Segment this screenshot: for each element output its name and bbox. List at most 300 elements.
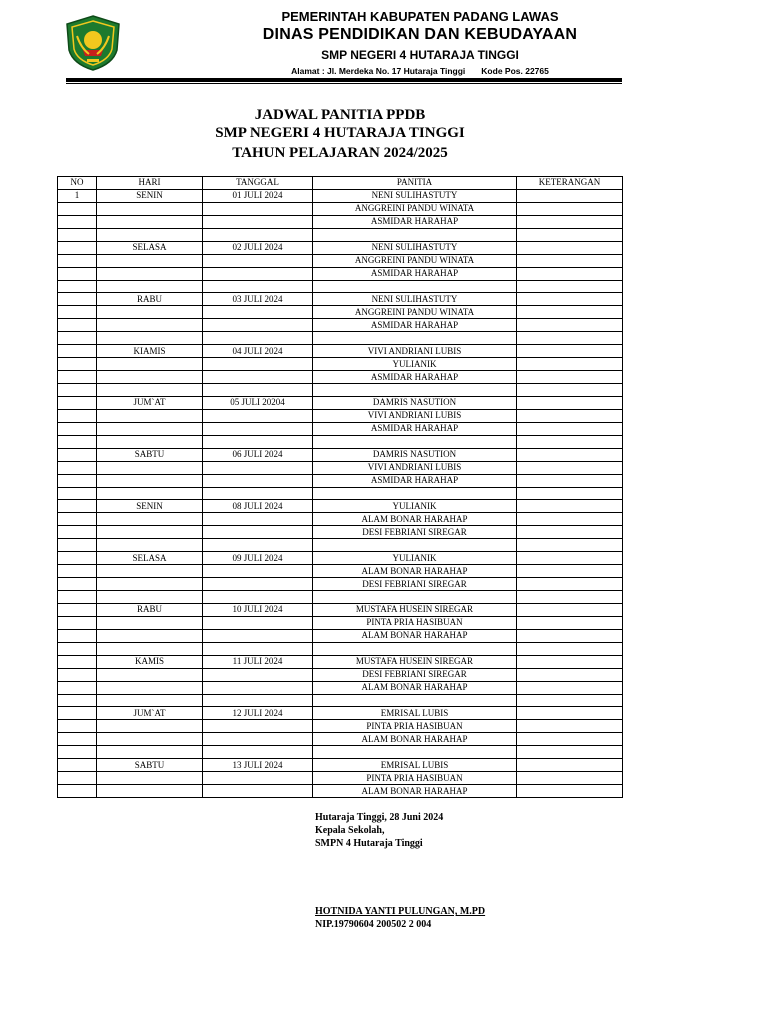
cell-notes — [517, 422, 623, 435]
cell-committee-member: ANGGREINI PANDU WINATA — [313, 202, 517, 215]
table-row — [58, 345, 623, 358]
cell-date — [203, 202, 313, 215]
table-row — [58, 707, 623, 720]
cell-committee-member: DESI FEBRIANI SIREGAR — [313, 526, 517, 539]
cell-committee-member — [313, 746, 517, 759]
cell-notes — [517, 759, 623, 772]
cell-date — [203, 332, 313, 345]
cell-day — [97, 616, 203, 629]
cell-committee-member: EMRISAL LUBIS — [313, 759, 517, 772]
cell-date — [203, 681, 313, 694]
cell-day — [97, 215, 203, 228]
table-row — [58, 409, 623, 422]
cell-day — [97, 422, 203, 435]
signatory-name: HOTNIDA YANTI PULUNGAN, M.PD — [315, 906, 486, 917]
table-row — [58, 319, 623, 332]
cell-day — [97, 772, 203, 785]
cell-committee-member: ASMIDAR HARAHAP — [313, 267, 517, 280]
table-row — [58, 189, 623, 202]
table-row — [58, 578, 623, 591]
cell-committee-member: ANGGREINI PANDU WINATA — [313, 306, 517, 319]
cell-date — [203, 591, 313, 604]
cell-date — [203, 280, 313, 293]
table-row — [58, 202, 623, 215]
cell-notes — [517, 293, 623, 306]
cell-notes — [517, 487, 623, 500]
cell-notes — [517, 396, 623, 409]
cell-date — [203, 228, 313, 241]
cell-committee-member: PINTA PRIA HASIBUAN — [313, 616, 517, 629]
cell-day — [97, 384, 203, 397]
cell-day — [97, 785, 203, 798]
cell-notes — [517, 474, 623, 487]
cell-no — [58, 306, 97, 319]
cell-day: SENIN — [97, 189, 203, 202]
cell-date: 09 JULI 2024 — [203, 552, 313, 565]
cell-committee-member: ALAM BONAR HARAHAP — [313, 629, 517, 642]
cell-date — [203, 668, 313, 681]
table-spacer-row — [58, 384, 623, 397]
table-spacer-row — [58, 332, 623, 345]
cell-day — [97, 526, 203, 539]
cell-day — [97, 319, 203, 332]
cell-notes — [517, 228, 623, 241]
cell-day: RABU — [97, 293, 203, 306]
cell-no — [58, 603, 97, 616]
cell-committee-member: ASMIDAR HARAHAP — [313, 215, 517, 228]
cell-committee-member: MUSTAFA HUSEIN SIREGAR — [313, 603, 517, 616]
cell-notes — [517, 371, 623, 384]
cell-date — [203, 539, 313, 552]
cell-date — [203, 513, 313, 526]
cell-committee-member — [313, 280, 517, 293]
table-row — [58, 474, 623, 487]
cell-date: 01 JULI 2024 — [203, 189, 313, 202]
cell-committee-member: PINTA PRIA HASIBUAN — [313, 720, 517, 733]
cell-no — [58, 202, 97, 215]
table-spacer-row — [58, 694, 623, 707]
cell-no — [58, 422, 97, 435]
cell-notes — [517, 409, 623, 422]
cell-no — [58, 358, 97, 371]
cell-day — [97, 280, 203, 293]
cell-no — [58, 461, 97, 474]
cell-day — [97, 694, 203, 707]
cell-committee-member: PINTA PRIA HASIBUAN — [313, 772, 517, 785]
cell-committee-member: YULIANIK — [313, 358, 517, 371]
cell-notes — [517, 746, 623, 759]
cell-date — [203, 578, 313, 591]
cell-no — [58, 474, 97, 487]
table-spacer-row — [58, 228, 623, 241]
cell-committee-member: ALAM BONAR HARAHAP — [313, 785, 517, 798]
cell-notes — [517, 280, 623, 293]
cell-notes — [517, 461, 623, 474]
cell-committee-member: ALAM BONAR HARAHAP — [313, 733, 517, 746]
cell-no — [58, 578, 97, 591]
cell-no — [58, 526, 97, 539]
cell-date — [203, 435, 313, 448]
cell-date — [203, 733, 313, 746]
table-spacer-row — [58, 746, 623, 759]
cell-date — [203, 474, 313, 487]
cell-committee-member: ALAM BONAR HARAHAP — [313, 565, 517, 578]
cell-date — [203, 215, 313, 228]
cell-no — [58, 668, 97, 681]
table-row — [58, 358, 623, 371]
cell-committee-member: DESI FEBRIANI SIREGAR — [313, 578, 517, 591]
cell-notes — [517, 526, 623, 539]
cell-no — [58, 707, 97, 720]
cell-no — [58, 552, 97, 565]
cell-no — [58, 746, 97, 759]
cell-date: 11 JULI 2024 — [203, 655, 313, 668]
postcode-text: Kode Pos. 22765 — [481, 66, 549, 76]
cell-notes — [517, 267, 623, 280]
cell-committee-member: ALAM BONAR HARAHAP — [313, 513, 517, 526]
letterhead-divider-thin — [66, 83, 622, 84]
cell-date: 08 JULI 2024 — [203, 500, 313, 513]
cell-no — [58, 228, 97, 241]
cell-no — [58, 345, 97, 358]
table-row — [58, 526, 623, 539]
cell-committee-member: NENI SULIHASTUTY — [313, 241, 517, 254]
cell-date: 10 JULI 2024 — [203, 603, 313, 616]
table-row — [58, 668, 623, 681]
school-address — [150, 66, 690, 76]
cell-no — [58, 384, 97, 397]
cell-day: SELASA — [97, 552, 203, 565]
cell-day — [97, 202, 203, 215]
cell-notes — [517, 616, 623, 629]
cell-no — [58, 720, 97, 733]
cell-date — [203, 772, 313, 785]
cell-notes — [517, 539, 623, 552]
cell-day — [97, 487, 203, 500]
cell-committee-member: ASMIDAR HARAHAP — [313, 319, 517, 332]
cell-committee-member — [313, 228, 517, 241]
table-row — [58, 733, 623, 746]
table-spacer-row — [58, 487, 623, 500]
cell-date: 12 JULI 2024 — [203, 707, 313, 720]
header-committee: PANITIA — [313, 177, 517, 190]
address-text: Alamat : Jl. Merdeka No. 17 Hutaraja Tinggi — [291, 66, 466, 76]
cell-notes — [517, 189, 623, 202]
cell-committee-member: DESI FEBRIANI SIREGAR — [313, 668, 517, 681]
cell-no — [58, 500, 97, 513]
cell-committee-member: ALAM BONAR HARAHAP — [313, 681, 517, 694]
cell-date: 06 JULI 2024 — [203, 448, 313, 461]
table-row — [58, 603, 623, 616]
table-spacer-row — [58, 280, 623, 293]
cell-notes — [517, 435, 623, 448]
cell-no — [58, 319, 97, 332]
cell-notes — [517, 694, 623, 707]
signature-place-date: Hutaraja Tinggi, 28 Juni 2024 — [315, 812, 444, 823]
cell-no — [58, 681, 97, 694]
cell-no — [58, 267, 97, 280]
cell-committee-member — [313, 435, 517, 448]
cell-date — [203, 306, 313, 319]
cell-notes — [517, 668, 623, 681]
table-row — [58, 616, 623, 629]
cell-notes — [517, 500, 623, 513]
cell-day — [97, 358, 203, 371]
cell-no — [58, 694, 97, 707]
cell-notes — [517, 578, 623, 591]
cell-committee-member: ASMIDAR HARAHAP — [313, 371, 517, 384]
cell-day — [97, 228, 203, 241]
cell-notes — [517, 591, 623, 604]
cell-day — [97, 332, 203, 345]
cell-day: KAMIS — [97, 655, 203, 668]
table-row — [58, 306, 623, 319]
cell-date — [203, 616, 313, 629]
cell-day — [97, 591, 203, 604]
cell-committee-member: YULIANIK — [313, 552, 517, 565]
cell-notes — [517, 254, 623, 267]
department-name: DINAS PENDIDIKAN DAN KEBUDAYAAN — [262, 26, 578, 43]
table-row — [58, 267, 623, 280]
cell-no — [58, 642, 97, 655]
cell-day — [97, 668, 203, 681]
cell-day — [97, 254, 203, 267]
cell-committee-member: VIVI ANDRIANI LUBIS — [313, 409, 517, 422]
cell-committee-member: ASMIDAR HARAHAP — [313, 422, 517, 435]
cell-day — [97, 733, 203, 746]
cell-committee-member: YULIANIK — [313, 500, 517, 513]
cell-day — [97, 513, 203, 526]
cell-day — [97, 642, 203, 655]
table-row — [58, 681, 623, 694]
table-spacer-row — [58, 539, 623, 552]
document-title: JADWAL PANITIA PPDB — [254, 107, 426, 123]
cell-day — [97, 746, 203, 759]
cell-day — [97, 371, 203, 384]
cell-notes — [517, 345, 623, 358]
table-spacer-row — [58, 642, 623, 655]
cell-date — [203, 319, 313, 332]
cell-no — [58, 513, 97, 526]
cell-committee-member: DAMRIS NASUTION — [313, 396, 517, 409]
cell-no — [58, 539, 97, 552]
cell-day: SENIN — [97, 500, 203, 513]
cell-day — [97, 267, 203, 280]
cell-no — [58, 565, 97, 578]
cell-date: 02 JULI 2024 — [203, 241, 313, 254]
signature-institution: SMPN 4 Hutaraja Tinggi — [315, 838, 423, 849]
cell-committee-member: NENI SULIHASTUTY — [313, 189, 517, 202]
cell-day — [97, 578, 203, 591]
table-row — [58, 772, 623, 785]
cell-no — [58, 655, 97, 668]
cell-no — [58, 332, 97, 345]
school-name: SMP NEGERI 4 HUTARAJA TINGGI — [321, 48, 519, 62]
cell-notes — [517, 681, 623, 694]
table-row — [58, 500, 623, 513]
cell-notes — [517, 319, 623, 332]
header-notes: KETERANGAN — [517, 177, 623, 190]
cell-day — [97, 720, 203, 733]
table-spacer-row — [58, 435, 623, 448]
signature-position: Kepala Sekolah, — [315, 825, 385, 836]
cell-no — [58, 772, 97, 785]
cell-no — [58, 409, 97, 422]
cell-committee-member: VIVI ANDRIANI LUBIS — [313, 461, 517, 474]
table-row — [58, 371, 623, 384]
cell-committee-member: EMRISAL LUBIS — [313, 707, 517, 720]
table-row — [58, 565, 623, 578]
letterhead-divider-thick — [66, 78, 622, 82]
cell-notes — [517, 785, 623, 798]
cell-committee-member: ASMIDAR HARAHAP — [313, 474, 517, 487]
table-row — [58, 552, 623, 565]
cell-date — [203, 526, 313, 539]
cell-notes — [517, 215, 623, 228]
cell-notes — [517, 629, 623, 642]
cell-day: JUM`AT — [97, 396, 203, 409]
committee-schedule-table — [57, 176, 623, 798]
cell-notes — [517, 642, 623, 655]
table-row — [58, 513, 623, 526]
table-row — [58, 461, 623, 474]
table-row — [58, 759, 623, 772]
cell-date — [203, 461, 313, 474]
header-day: HARI — [97, 177, 203, 190]
cell-day: SELASA — [97, 241, 203, 254]
cell-notes — [517, 565, 623, 578]
cell-date — [203, 785, 313, 798]
cell-committee-member: NENI SULIHASTUTY — [313, 293, 517, 306]
cell-no — [58, 448, 97, 461]
cell-date — [203, 254, 313, 267]
cell-date: 04 JULI 2024 — [203, 345, 313, 358]
cell-no — [58, 371, 97, 384]
cell-date — [203, 629, 313, 642]
cell-date — [203, 720, 313, 733]
cell-committee-member — [313, 694, 517, 707]
document-subtitle-year: TAHUN PELAJARAN 2024/2025 — [232, 145, 448, 161]
cell-no — [58, 759, 97, 772]
cell-notes — [517, 707, 623, 720]
cell-committee-member: VIVI ANDRIANI LUBIS — [313, 345, 517, 358]
cell-day: SABTU — [97, 759, 203, 772]
cell-notes — [517, 655, 623, 668]
cell-day: SABTU — [97, 448, 203, 461]
signatory-nip: NIP.19790604 200502 2 004 — [315, 919, 432, 930]
cell-notes — [517, 384, 623, 397]
regency-emblem-logo — [63, 14, 123, 72]
cell-committee-member: ANGGREINI PANDU WINATA — [313, 254, 517, 267]
cell-notes — [517, 733, 623, 746]
cell-notes — [517, 358, 623, 371]
cell-date — [203, 642, 313, 655]
table-row — [58, 655, 623, 668]
table-row — [58, 448, 623, 461]
cell-notes — [517, 513, 623, 526]
cell-day — [97, 681, 203, 694]
cell-committee-member — [313, 332, 517, 345]
cell-committee-member — [313, 384, 517, 397]
cell-date — [203, 422, 313, 435]
header-date: TANGGAL — [203, 177, 313, 190]
cell-date — [203, 384, 313, 397]
table-row — [58, 254, 623, 267]
cell-no: 1 — [58, 189, 97, 202]
cell-no — [58, 254, 97, 267]
cell-no — [58, 733, 97, 746]
cell-no — [58, 487, 97, 500]
table-spacer-row — [58, 591, 623, 604]
cell-day — [97, 629, 203, 642]
cell-no — [58, 396, 97, 409]
cell-date — [203, 565, 313, 578]
cell-day — [97, 565, 203, 578]
cell-no — [58, 629, 97, 642]
cell-date: 03 JULI 2024 — [203, 293, 313, 306]
cell-notes — [517, 603, 623, 616]
cell-day — [97, 474, 203, 487]
table-row — [58, 241, 623, 254]
cell-date — [203, 409, 313, 422]
cell-day — [97, 461, 203, 474]
cell-day — [97, 409, 203, 422]
cell-date — [203, 694, 313, 707]
table-row — [58, 720, 623, 733]
cell-date — [203, 371, 313, 384]
cell-no — [58, 293, 97, 306]
cell-day: KIAMIS — [97, 345, 203, 358]
cell-date — [203, 746, 313, 759]
table-row — [58, 293, 623, 306]
cell-committee-member — [313, 642, 517, 655]
cell-committee-member: MUSTAFA HUSEIN SIREGAR — [313, 655, 517, 668]
cell-notes — [517, 332, 623, 345]
cell-day: JUM`AT — [97, 707, 203, 720]
cell-day — [97, 435, 203, 448]
cell-no — [58, 241, 97, 254]
cell-day — [97, 306, 203, 319]
cell-day — [97, 539, 203, 552]
cell-notes — [517, 448, 623, 461]
cell-no — [58, 591, 97, 604]
cell-notes — [517, 772, 623, 785]
table-row — [58, 785, 623, 798]
header-no: NO — [58, 177, 97, 190]
cell-date: 13 JULI 2024 — [203, 759, 313, 772]
cell-date — [203, 487, 313, 500]
cell-date — [203, 267, 313, 280]
cell-committee-member: DAMRIS NASUTION — [313, 448, 517, 461]
cell-committee-member — [313, 539, 517, 552]
cell-committee-member — [313, 487, 517, 500]
cell-committee-member — [313, 591, 517, 604]
table-row — [58, 215, 623, 228]
cell-notes — [517, 552, 623, 565]
cell-day: RABU — [97, 603, 203, 616]
cell-date — [203, 358, 313, 371]
cell-notes — [517, 720, 623, 733]
cell-no — [58, 616, 97, 629]
table-row — [58, 396, 623, 409]
cell-no — [58, 215, 97, 228]
cell-no — [58, 280, 97, 293]
cell-no — [58, 785, 97, 798]
document-subtitle-school: SMP NEGERI 4 HUTARAJA TINGGI — [215, 125, 465, 141]
cell-notes — [517, 306, 623, 319]
government-name: PEMERINTAH KABUPATEN PADANG LAWAS — [281, 9, 559, 24]
cell-date: 05 JULI 20204 — [203, 396, 313, 409]
